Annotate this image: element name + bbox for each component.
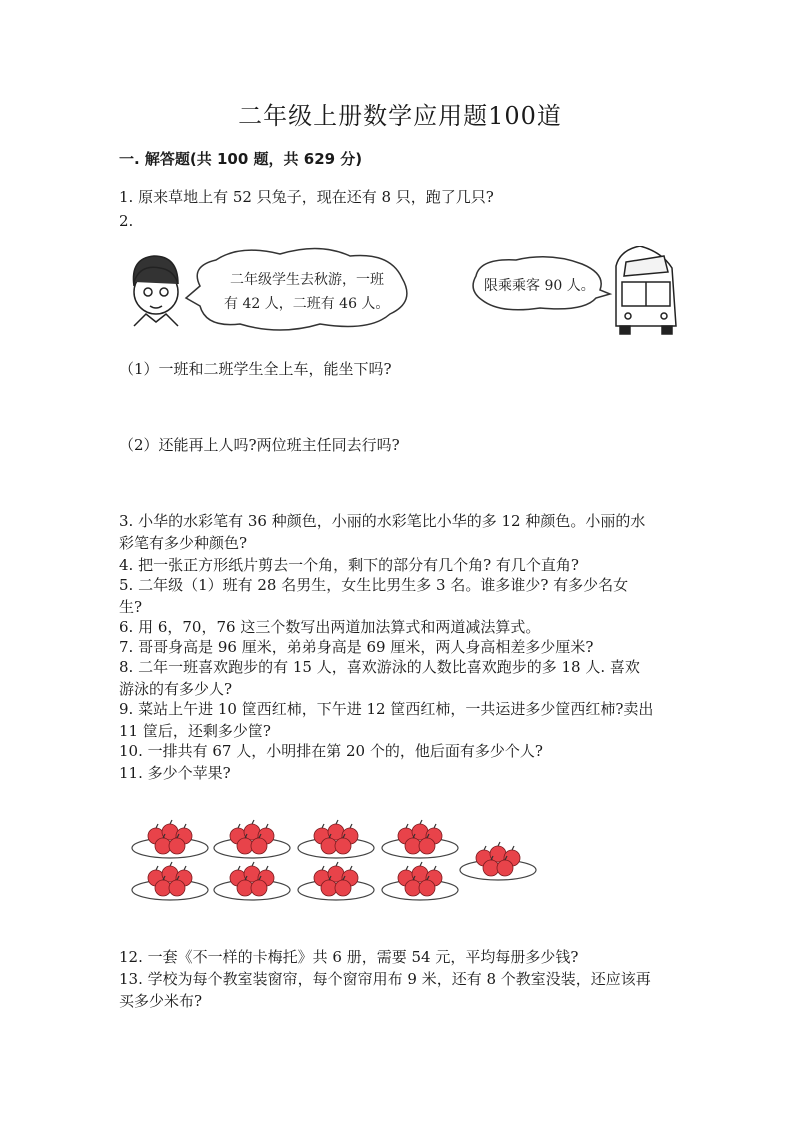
- question-8-line1: 8. 二年一班喜欢跑步的有 15 人，喜欢游泳的人数比喜欢跑步的多 18 人. 喜欢: [119, 658, 640, 676]
- question-5-line2: 生?: [119, 598, 143, 616]
- apple-icon: [412, 824, 428, 840]
- apple-plate: [298, 820, 374, 858]
- question-12: 12. 一套《不一样的卡梅托》共 6 册，需要 54 元，平均每册多少钱?: [119, 948, 579, 966]
- question-9-line1: 9. 菜站上午进 10 筐西红柿，下午进 12 筐西红柿，一共运进多少筐西红柿?卖出: [119, 700, 654, 718]
- apple-plate: [214, 862, 290, 900]
- question-3-line2: 彩笔有多少种颜色?: [119, 534, 248, 552]
- apple-stem: [406, 824, 408, 828]
- apple-icon: [244, 866, 260, 882]
- apple-stem: [498, 842, 500, 846]
- question-13-line2: 买多少米布?: [119, 992, 203, 1010]
- apple-stem: [156, 824, 158, 828]
- apple-stem: [406, 866, 408, 870]
- section-heading: 一. 解答题(共 100 题，共 629 分): [119, 150, 363, 168]
- bubble-left-line2: 有 42 人，二班有 46 人。: [224, 296, 390, 312]
- question-3-line1: 3. 小华的水彩笔有 36 种颜色，小丽的水彩笔比小华的多 12 种颜色。小丽的水: [119, 512, 646, 530]
- apple-stem: [420, 820, 422, 824]
- apple-icon: [335, 838, 351, 854]
- apple-stem: [184, 824, 186, 828]
- apple-icon: [169, 880, 185, 896]
- apple-stem: [350, 866, 352, 870]
- apple-stem: [420, 862, 422, 866]
- apple-icon: [328, 824, 344, 840]
- apple-stem: [484, 846, 486, 850]
- apple-plate: [132, 862, 208, 900]
- question-3: [119, 510, 689, 554]
- apple-plate: [298, 862, 374, 900]
- apple-icon: [169, 838, 185, 854]
- question-8: [119, 656, 689, 700]
- question-9-line2: 11 筐后，还剩多少筐?: [119, 722, 271, 740]
- bus-icon: [616, 246, 676, 334]
- apple-stem: [156, 866, 158, 870]
- question-6: 6. 用 6，70，76 这三个数写出两道加法算式和两道减法算式。: [119, 618, 541, 636]
- question-10: 10. 一排共有 67 人，小明排在第 20 个的，他后面有多少个人?: [119, 742, 543, 760]
- apple-plate: [382, 820, 458, 858]
- question-5: [119, 574, 689, 618]
- apple-stem: [170, 820, 172, 824]
- apple-icon: [335, 880, 351, 896]
- apple-icon: [162, 866, 178, 882]
- apple-icon: [412, 866, 428, 882]
- apple-stem: [322, 824, 324, 828]
- speech-bubble-left: [186, 248, 407, 330]
- question-11: 11. 多少个苹果?: [119, 764, 231, 782]
- apple-icon: [251, 880, 267, 896]
- apple-icon: [244, 824, 260, 840]
- apple-plates-illustration: [130, 812, 540, 908]
- apple-stem: [336, 862, 338, 866]
- apple-icon: [328, 866, 344, 882]
- apple-plate: [214, 820, 290, 858]
- question-9: [119, 698, 689, 742]
- apple-stem: [434, 866, 436, 870]
- page-title: 二年级上册数学应用题100道: [238, 102, 562, 130]
- apple-icon: [162, 824, 178, 840]
- apple-stem: [512, 846, 514, 850]
- question-7: 7. 哥哥身高是 96 厘米，弟弟身高是 69 厘米，两人身高相差多少厘米?: [119, 638, 594, 656]
- apple-stem: [434, 824, 436, 828]
- apple-icon: [251, 838, 267, 854]
- apple-stem: [238, 824, 240, 828]
- bubble-right-text: 限乘乘客 90 人。: [484, 278, 595, 294]
- question-2: 2.: [119, 212, 134, 230]
- apple-stem: [266, 866, 268, 870]
- apple-plate: [382, 862, 458, 900]
- question-4: 4. 把一张正方形纸片剪去一个角，剩下的部分有几个角? 有几个直角?: [119, 556, 579, 574]
- apple-plate: [460, 842, 536, 880]
- question-2-part-2: （2）还能再上人吗?两位班主任同去行吗?: [119, 436, 400, 454]
- question-13-line1: 13. 学校为每个教室装窗帘，每个窗帘用布 9 米，还有 8 个教室没装，还应该再: [119, 970, 651, 988]
- apple-stem: [336, 820, 338, 824]
- q2-illustration: [120, 246, 680, 346]
- question-2-part-1: （1）一班和二班学生全上车，能坐下吗?: [119, 360, 392, 378]
- apple-icon: [497, 860, 513, 876]
- apple-stem: [252, 820, 254, 824]
- question-5-line1: 5. 二年级（1）班有 28 名男生，女生比男生多 3 名。谁多谁少? 有多少名女: [119, 576, 629, 594]
- apple-stem: [322, 866, 324, 870]
- boy-icon: [133, 256, 178, 326]
- apple-stem: [238, 866, 240, 870]
- apple-stem: [170, 862, 172, 866]
- bubble-left-line1: 二年级学生去秋游，一班: [230, 272, 384, 288]
- apple-icon: [419, 880, 435, 896]
- apple-stem: [266, 824, 268, 828]
- speech-bubble-right: [473, 257, 610, 310]
- apple-stem: [184, 866, 186, 870]
- question-8-line2: 游泳的有多少人?: [119, 680, 233, 698]
- question-13: [119, 968, 689, 1012]
- apple-stem: [252, 862, 254, 866]
- apple-icon: [490, 846, 506, 862]
- apple-stem: [350, 824, 352, 828]
- apple-plate: [132, 820, 208, 858]
- question-1: 1. 原来草地上有 52 只兔子，现在还有 8 只，跑了几只?: [119, 188, 494, 206]
- apple-icon: [419, 838, 435, 854]
